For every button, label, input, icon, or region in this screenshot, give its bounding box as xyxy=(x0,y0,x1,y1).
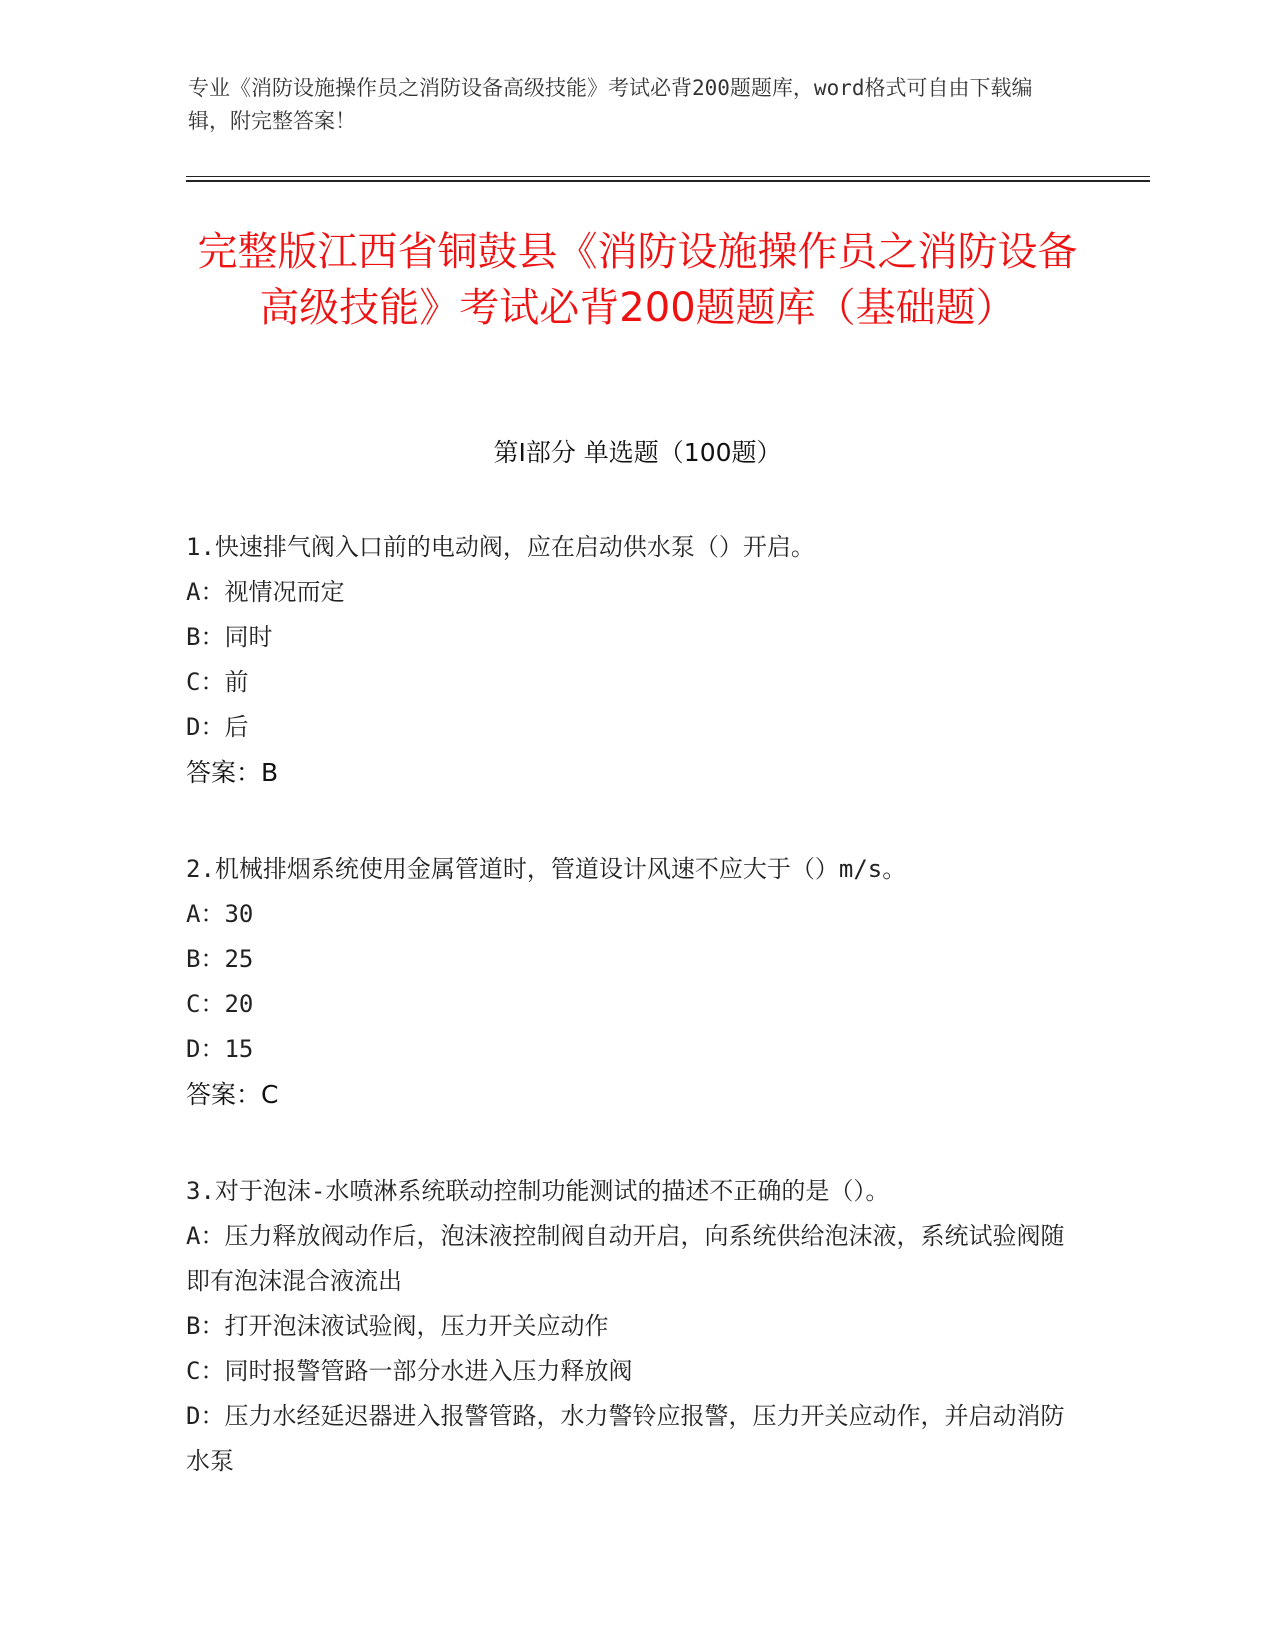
option-b: B：同时 xyxy=(186,623,273,651)
option-a: A：压力释放阀动作后，泡沫液控制阀自动开启，向系统供给泡沫液，系统试验阀随即有泡沫混合液流出 xyxy=(186,1222,1065,1295)
option-c: C：前 xyxy=(186,668,249,696)
question-1 xyxy=(186,525,1086,795)
option-c: C：同时报警管路一部分水进入压力释放阀 xyxy=(186,1357,633,1385)
answer: 答案：C xyxy=(186,1080,279,1109)
option-d: D：后 xyxy=(186,713,249,741)
option-c: C：20 xyxy=(186,990,254,1018)
header-divider-thick xyxy=(186,180,1150,182)
question-stem: 1.快速排气阀入口前的电动阀，应在启动供水泵（）开启。 xyxy=(186,533,815,561)
option-d: D：15 xyxy=(186,1035,254,1063)
question-stem: 3.对于泡沫-水喷淋系统联动控制功能测试的描述不正确的是（）。 xyxy=(186,1177,890,1205)
option-b: B：25 xyxy=(186,945,254,973)
option-a: A：视情况而定 xyxy=(186,578,345,606)
question-stem: 2.机械排烟系统使用金属管道时，管道设计风速不应大于（）m/s。 xyxy=(186,855,907,883)
question-3 xyxy=(186,1169,1086,1484)
question-2 xyxy=(186,847,1086,1117)
document-title: 完整版江西省铜鼓县《消防设施操作员之消防设备高级技能》考试必背200题题库（基础题） xyxy=(197,229,1078,331)
option-b: B：打开泡沫液试验阀，压力开关应动作 xyxy=(186,1312,609,1340)
answer: 答案：B xyxy=(186,758,279,787)
question-list xyxy=(186,525,1086,1536)
section-heading: 第I部分 单选题（100题） xyxy=(493,438,782,467)
header-divider-thin xyxy=(186,176,1150,177)
option-a: A：30 xyxy=(186,900,254,928)
option-d: D：压力水经延迟器进入报警管路，水力警铃应报警，压力开关应动作，并启动消防水泵 xyxy=(186,1402,1065,1475)
header-note: 专业《消防设施操作员之消防设备高级技能》考试必背200题题库，word格式可自由下载编辑，附完整答案！ xyxy=(188,76,1033,133)
